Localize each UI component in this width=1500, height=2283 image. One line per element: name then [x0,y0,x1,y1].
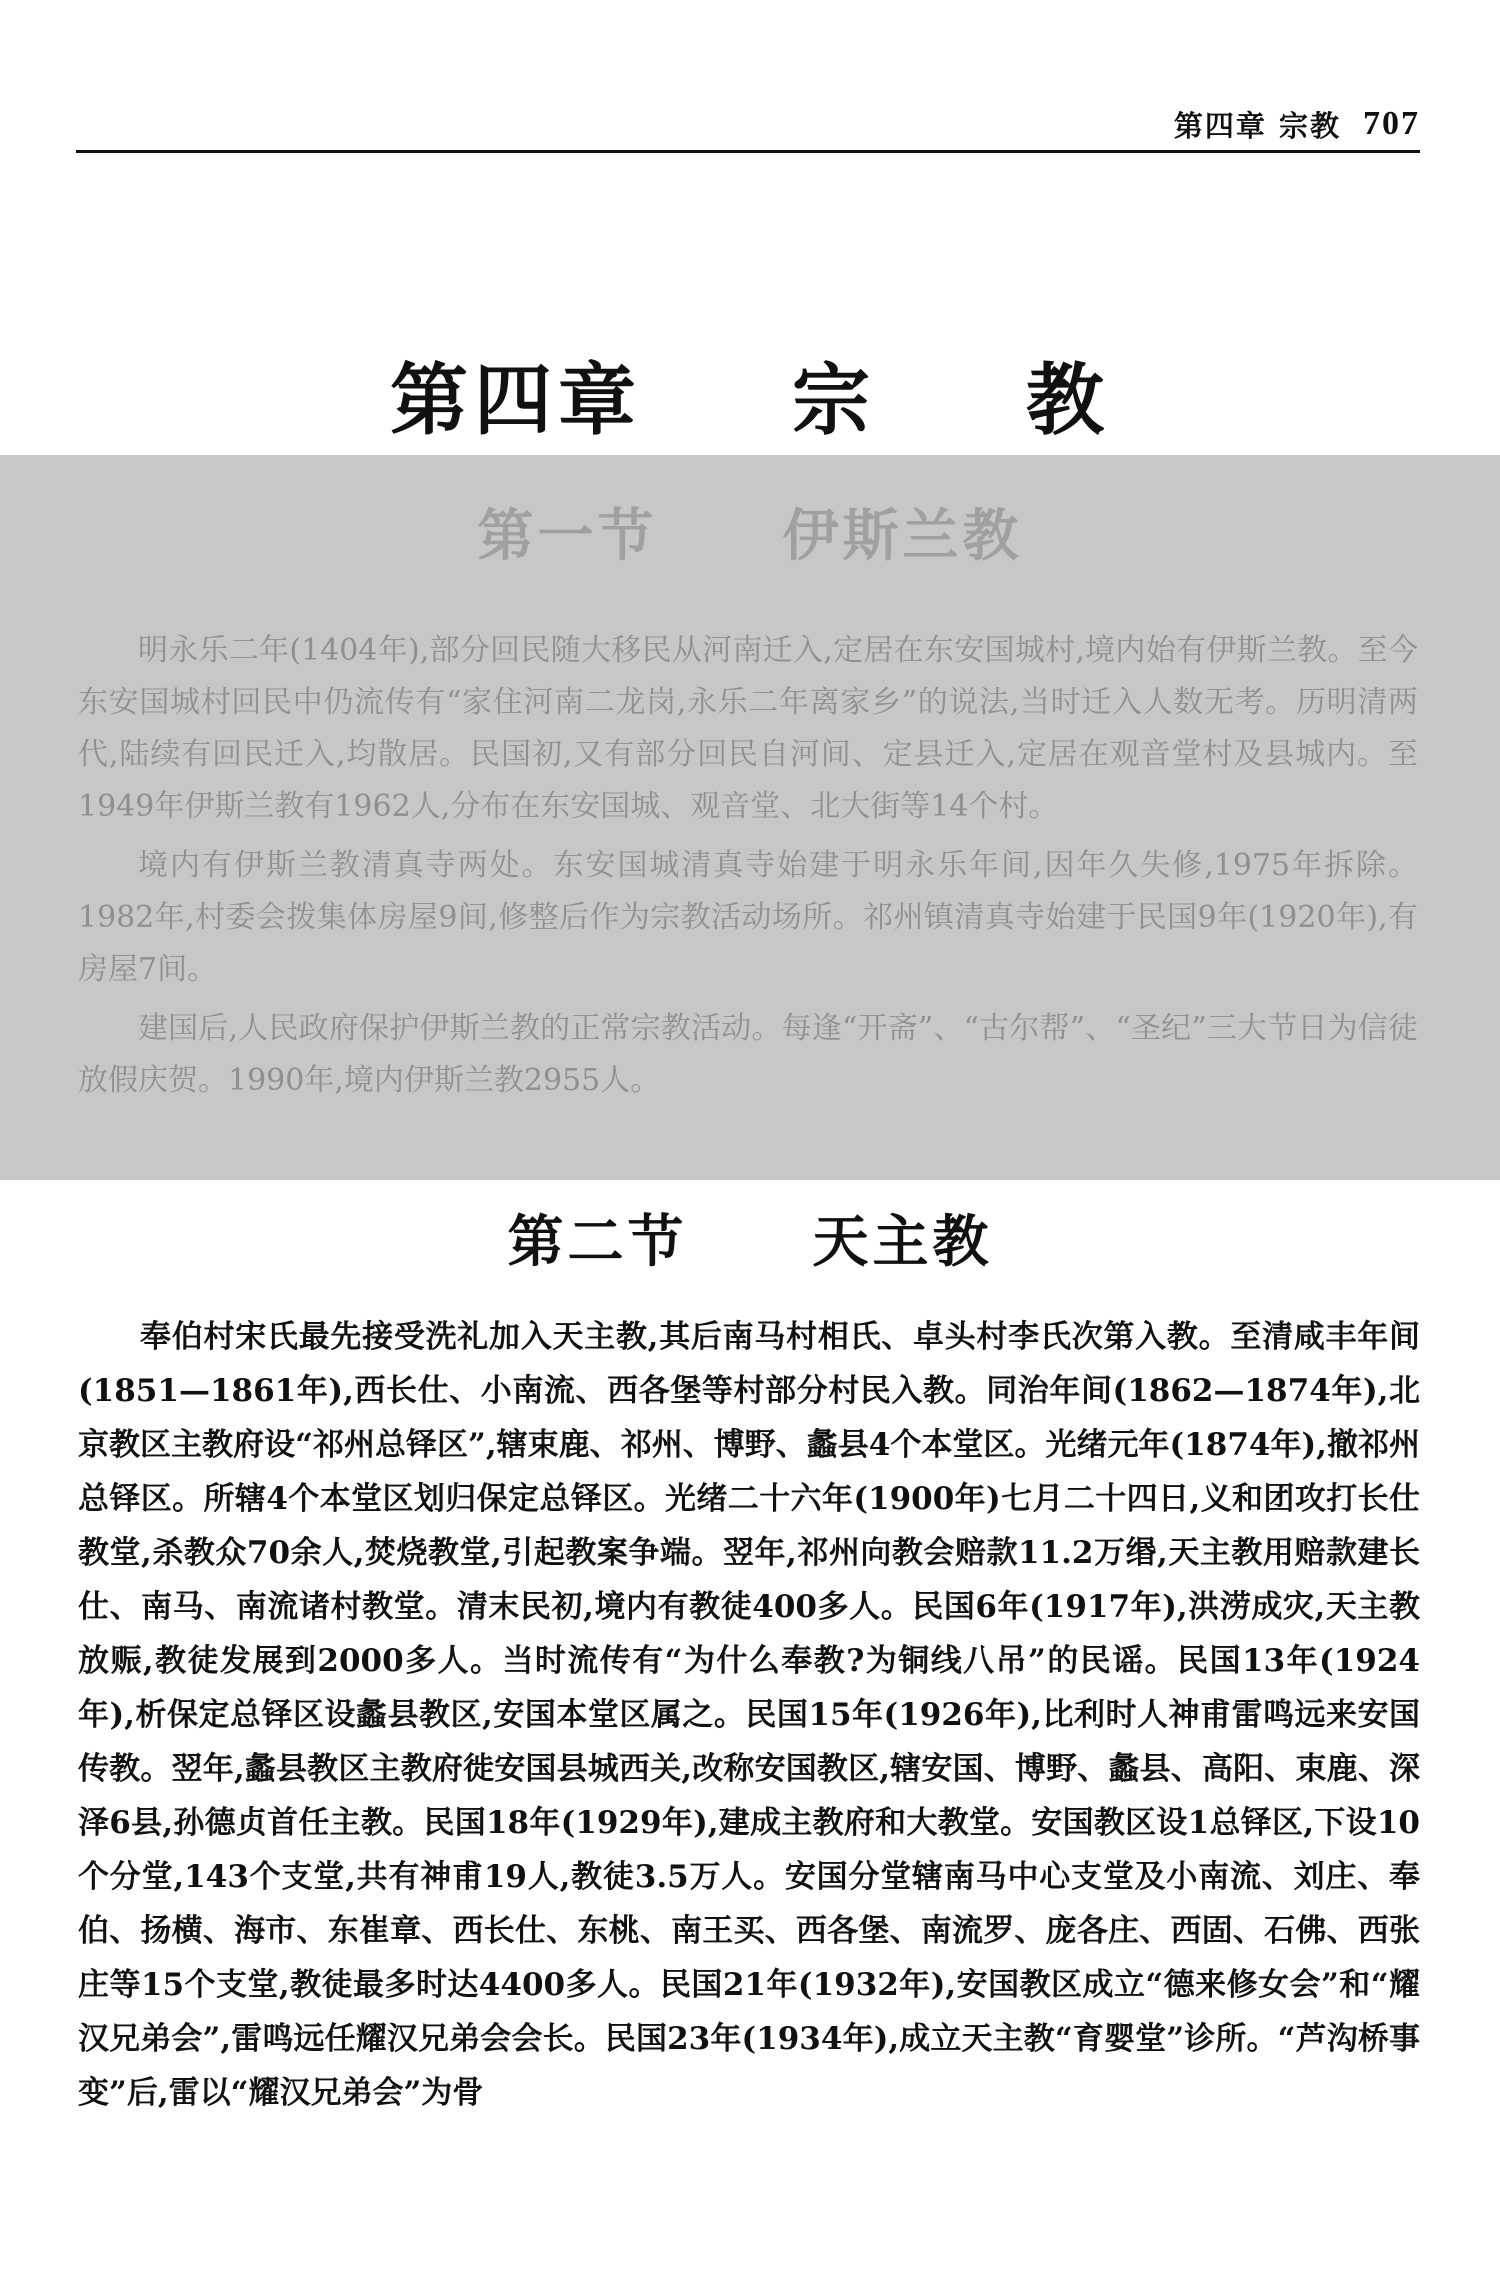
paragraph: 建国后,人民政府保护伊斯兰教的正常宗教活动。每逢“开斋”、“古尔帮”、“圣纪”三大节日为信徒放假庆贺。1990年,境内伊斯兰教2955人。 [78,1011,1418,1098]
section-name: 天主教 [812,1209,993,1275]
section-number: 第二节 [507,1209,688,1275]
page-number: 707 [1363,105,1420,142]
chapter-name-char-1: 宗 [791,355,876,446]
running-header [76,98,1420,153]
section-number: 第一节 [477,503,658,569]
chapter-name-char-2: 教 [1026,355,1111,446]
chapter-title [0,338,1500,448]
section-name: 伊斯兰教 [782,503,1023,569]
running-title: 第四章 宗教 [1173,108,1341,143]
section-title [0,492,1500,582]
section-catholicism-body [78,1310,1420,2120]
paragraph: 明永乐二年(1404年),部分回民随大移民从河南迁入,定居在东安国城村,境内始有伊斯兰教。至今东安国城村回民中仍流传有“家住河南二龙岗,永乐二年离家乡”的说法,当时迁入人数无考。历明清两代,陆续有回民迁入,均散居。民国初,又有部分回民自河间、定县迁入,定居在观音堂村及县城内。至1949年伊斯兰教有1962人,分布在东安国城、观音堂、北大街等14个村。 [78,633,1418,824]
section-title [0,1198,1500,1288]
section-body [78,625,1418,1114]
paragraph: 奉伯村宋氏最先接受洗礼加入天主教,其后南马村相氏、卓头村李氏次第入教。至清咸丰年间(1851—1861年),西长仕、小南流、西各堡等村部分村民入教。同治年间(1862—1874年),北京教区主教府设“祁州总铎区”,辖束鹿、祁州、博野、蠡县4个本堂区。光绪元年(1874年),撤祁州总铎区。所辖4个本堂区划归保定总铎区。光绪二十六年(1900年)七月二十四日,义和团攻打长仕教堂,杀教众70余人,焚烧教堂,引起教案争端。翌年,祁州向教会赔款11.2万缗,天主教用赔款建长仕、南马、南流诸村教堂。清末民初,境内有教徒400多人。民国6年(1917年),洪涝成灾,天主教放赈,教徒发展到2000多人。当时流传有“为什么奉教?为铜线八吊”的民谣。民国13年(1924年),析保定总铎区设蠡县教区,安国本堂区属之。民国15年(1926年),比利时人神甫雷鸣远来安国传教。翌年,蠡县教区主教府徙安国县城西关,改称安国教区,辖安国、博野、蠡县、高阳、束鹿、深泽6县,孙德贞首任主教。民国18年(1929年),建成主教府和大教堂。安国教区设1总铎区,下设10个分堂,143个支堂,共有神甫19人,教徒3.5万人。安国分堂辖南马中心支堂及小南流、刘庄、奉伯、扬横、海市、东崔章、西长仕、东桃、南王买、西各堡、南流罗、庞各庄、西固、石佛、西张庄等15个支堂,教徒最多时达4400多人。民国21年(1932年),安国教区成立“德来修女会”和“耀汉兄弟会”,雷鸣远任耀汉兄弟会会长。民国23年(1934年),成立天主教“育婴堂”诊所。“芦沟桥事变”后,雷以“耀汉兄弟会”为骨 [78,1319,1420,2111]
chapter-number: 第四章 [389,355,642,446]
paragraph: 境内有伊斯兰教清真寺两处。东安国城清真寺始建于明永乐年间,因年久失修,1975年拆除。1982年,村委会拨集体房屋9间,修整后作为宗教活动场所。祁州镇清真寺始建于民国9年(1920年),有房屋7间。 [78,848,1418,987]
section-islam [0,455,1500,1180]
